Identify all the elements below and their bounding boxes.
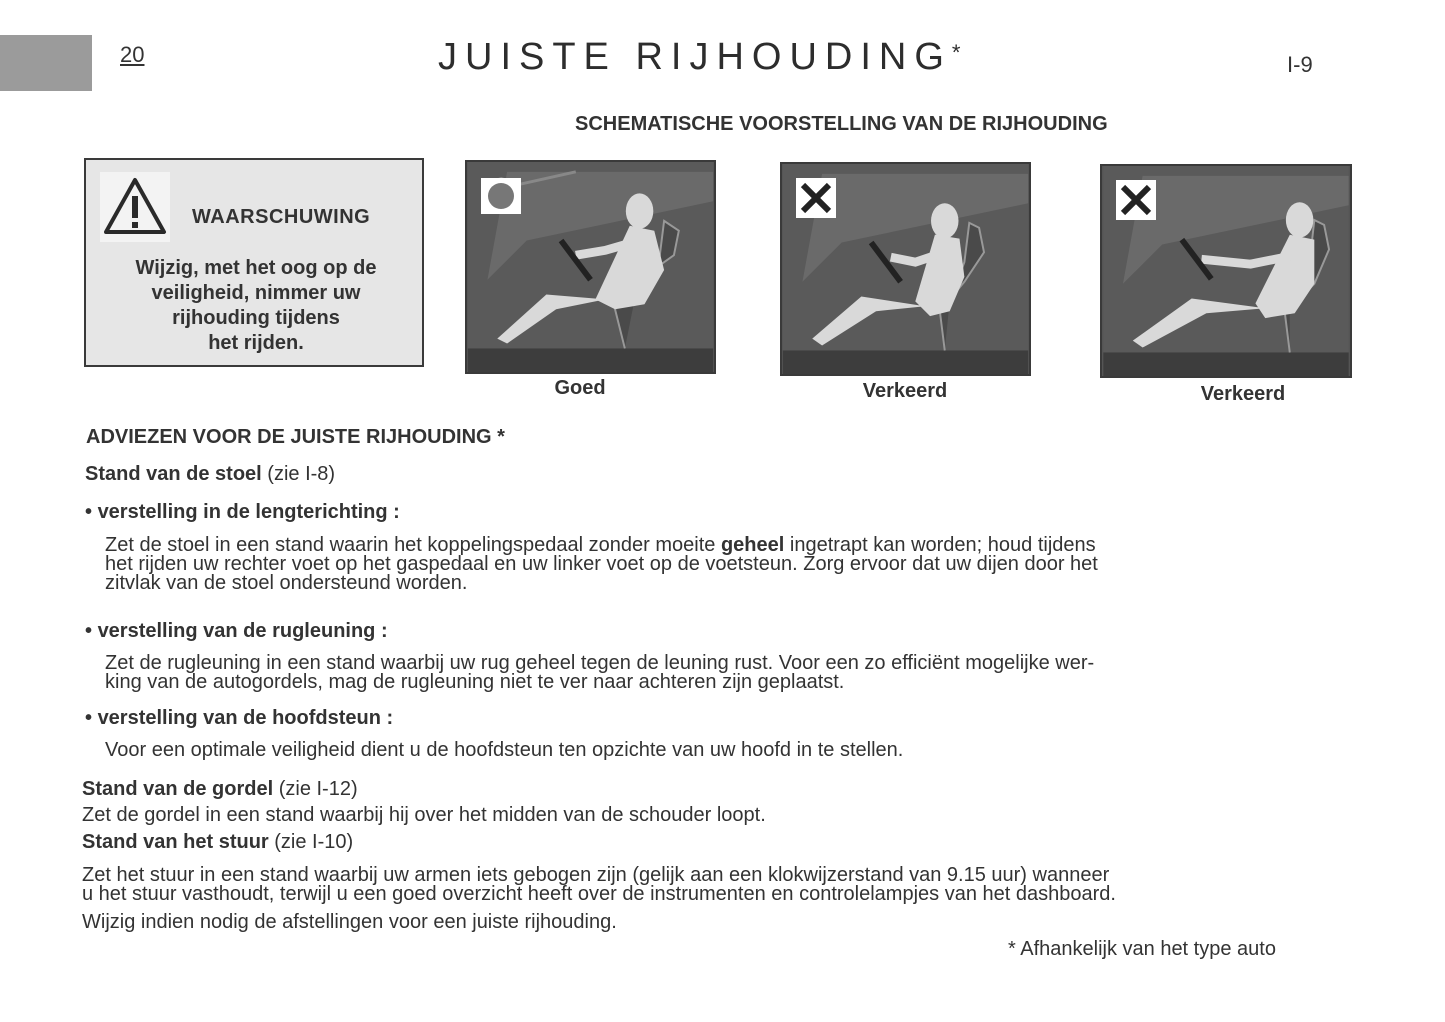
backrest-title: verstelling van de rugleuning : <box>97 620 388 642</box>
page-title-text: JUISTE RIJHOUDING <box>438 36 952 78</box>
belt-text: Zet de gordel in een stand waarbij hij over het midden van de schouder loopt. <box>82 804 766 826</box>
cross-icon <box>796 178 836 218</box>
text-line: u het stuur vasthoudt, terwijl u een goed overzicht heeft over de instrumenten en controlelampjes van het dashboard. <box>82 883 1116 905</box>
length-text <box>105 536 1098 593</box>
page-tab-marker <box>0 35 92 91</box>
warning-text <box>96 256 416 356</box>
headrest-text <box>105 741 903 760</box>
belt-heading <box>82 778 358 801</box>
figure-wrong-posture-1 <box>780 162 1031 376</box>
text-span: Zet de stoel in een stand waarin het koppelingspedaal zonder moeite <box>105 534 721 556</box>
emphasis-text: geheel <box>720 534 785 556</box>
headrest-heading <box>85 707 393 730</box>
warning-line: veiligheid, nimmer uw <box>151 282 361 304</box>
text-line: zitvlak van de stoel ondersteund worden. <box>105 572 468 594</box>
headrest-title: verstelling van de hoofdsteun : <box>97 707 394 729</box>
wheel-ref: (zie I-10) <box>274 831 354 853</box>
warning-triangle-icon <box>100 172 170 242</box>
footnote: * Afhankelijk van het type auto <box>1008 938 1276 960</box>
seat-ref: (zie I-8) <box>267 463 336 485</box>
text-line: Voor een optimale veiligheid dient u de hoofdsteun ten opzichte van uw hoofd in te stellen. <box>105 739 904 761</box>
warning-line: Wijzig, met het oog op de <box>135 257 377 279</box>
page-number: 20 <box>120 42 145 67</box>
length-heading <box>85 501 400 524</box>
warning-box <box>84 158 424 367</box>
text-line: Zet het stuur in een stand waarbij uw armen iets gebogen zijn (gelijk aan een klokwijzerstand van 9.15 uur) wanneer <box>82 864 1110 886</box>
warning-line: rijhouding tijdens <box>172 307 340 329</box>
text-line: king van de autogordels, mag de rugleuning niet te ver naar achteren zijn geplaatst. <box>105 671 845 693</box>
page-title <box>438 36 960 79</box>
section-reference: I-9 <box>1287 52 1313 77</box>
warning-heading: WAARSCHUWING <box>192 206 371 228</box>
title-asterisk: * <box>951 40 961 65</box>
bullet-icon: • <box>85 620 98 642</box>
text-span: ingetrapt kan worden; houd tijdens <box>784 534 1096 556</box>
wheel-title: Stand van het stuur <box>82 831 269 853</box>
backrest-text <box>105 654 1094 692</box>
length-title: verstelling in de lengterichting : <box>97 501 400 523</box>
bullet-icon: • <box>85 707 98 729</box>
advice-heading: ADVIEZEN VOOR DE JUISTE RIJHOUDING * <box>86 426 505 448</box>
belt-ref: (zie I-12) <box>278 778 358 800</box>
figure-label: Verkeerd <box>862 380 948 402</box>
figure-wrong-posture-2 <box>1100 164 1352 378</box>
schematic-heading: SCHEMATISCHE VOORSTELLING VAN DE RIJHOUDING <box>575 113 1108 135</box>
backrest-heading <box>85 620 388 643</box>
belt-title: Stand van de gordel <box>82 778 274 800</box>
circle-icon <box>481 178 521 214</box>
cross-icon <box>1116 180 1156 220</box>
seat-heading <box>85 463 335 486</box>
seat-title: Stand van de stoel <box>85 463 262 485</box>
wheel-text <box>82 866 1116 904</box>
wheel-heading <box>82 831 353 854</box>
text-line: Zet de rugleuning in een stand waarbij uw rug geheel tegen de leuning rust. Voor een zo efficiënt mogelijke wer- <box>105 652 1095 674</box>
text-line: het rijden uw rechter voet op het gaspedaal en uw linker voet op de voetsteun. Zorg ervoor dat uw dijen door het <box>105 553 1098 575</box>
final-note: Wijzig indien nodig de afstellingen voor een juiste rijhouding. <box>82 911 617 933</box>
figure-label: Goed <box>554 377 606 399</box>
figure-label: Verkeerd <box>1200 383 1286 405</box>
warning-line: het rijden. <box>208 332 304 354</box>
figure-good-posture <box>465 160 716 374</box>
bullet-icon: • <box>85 501 98 523</box>
